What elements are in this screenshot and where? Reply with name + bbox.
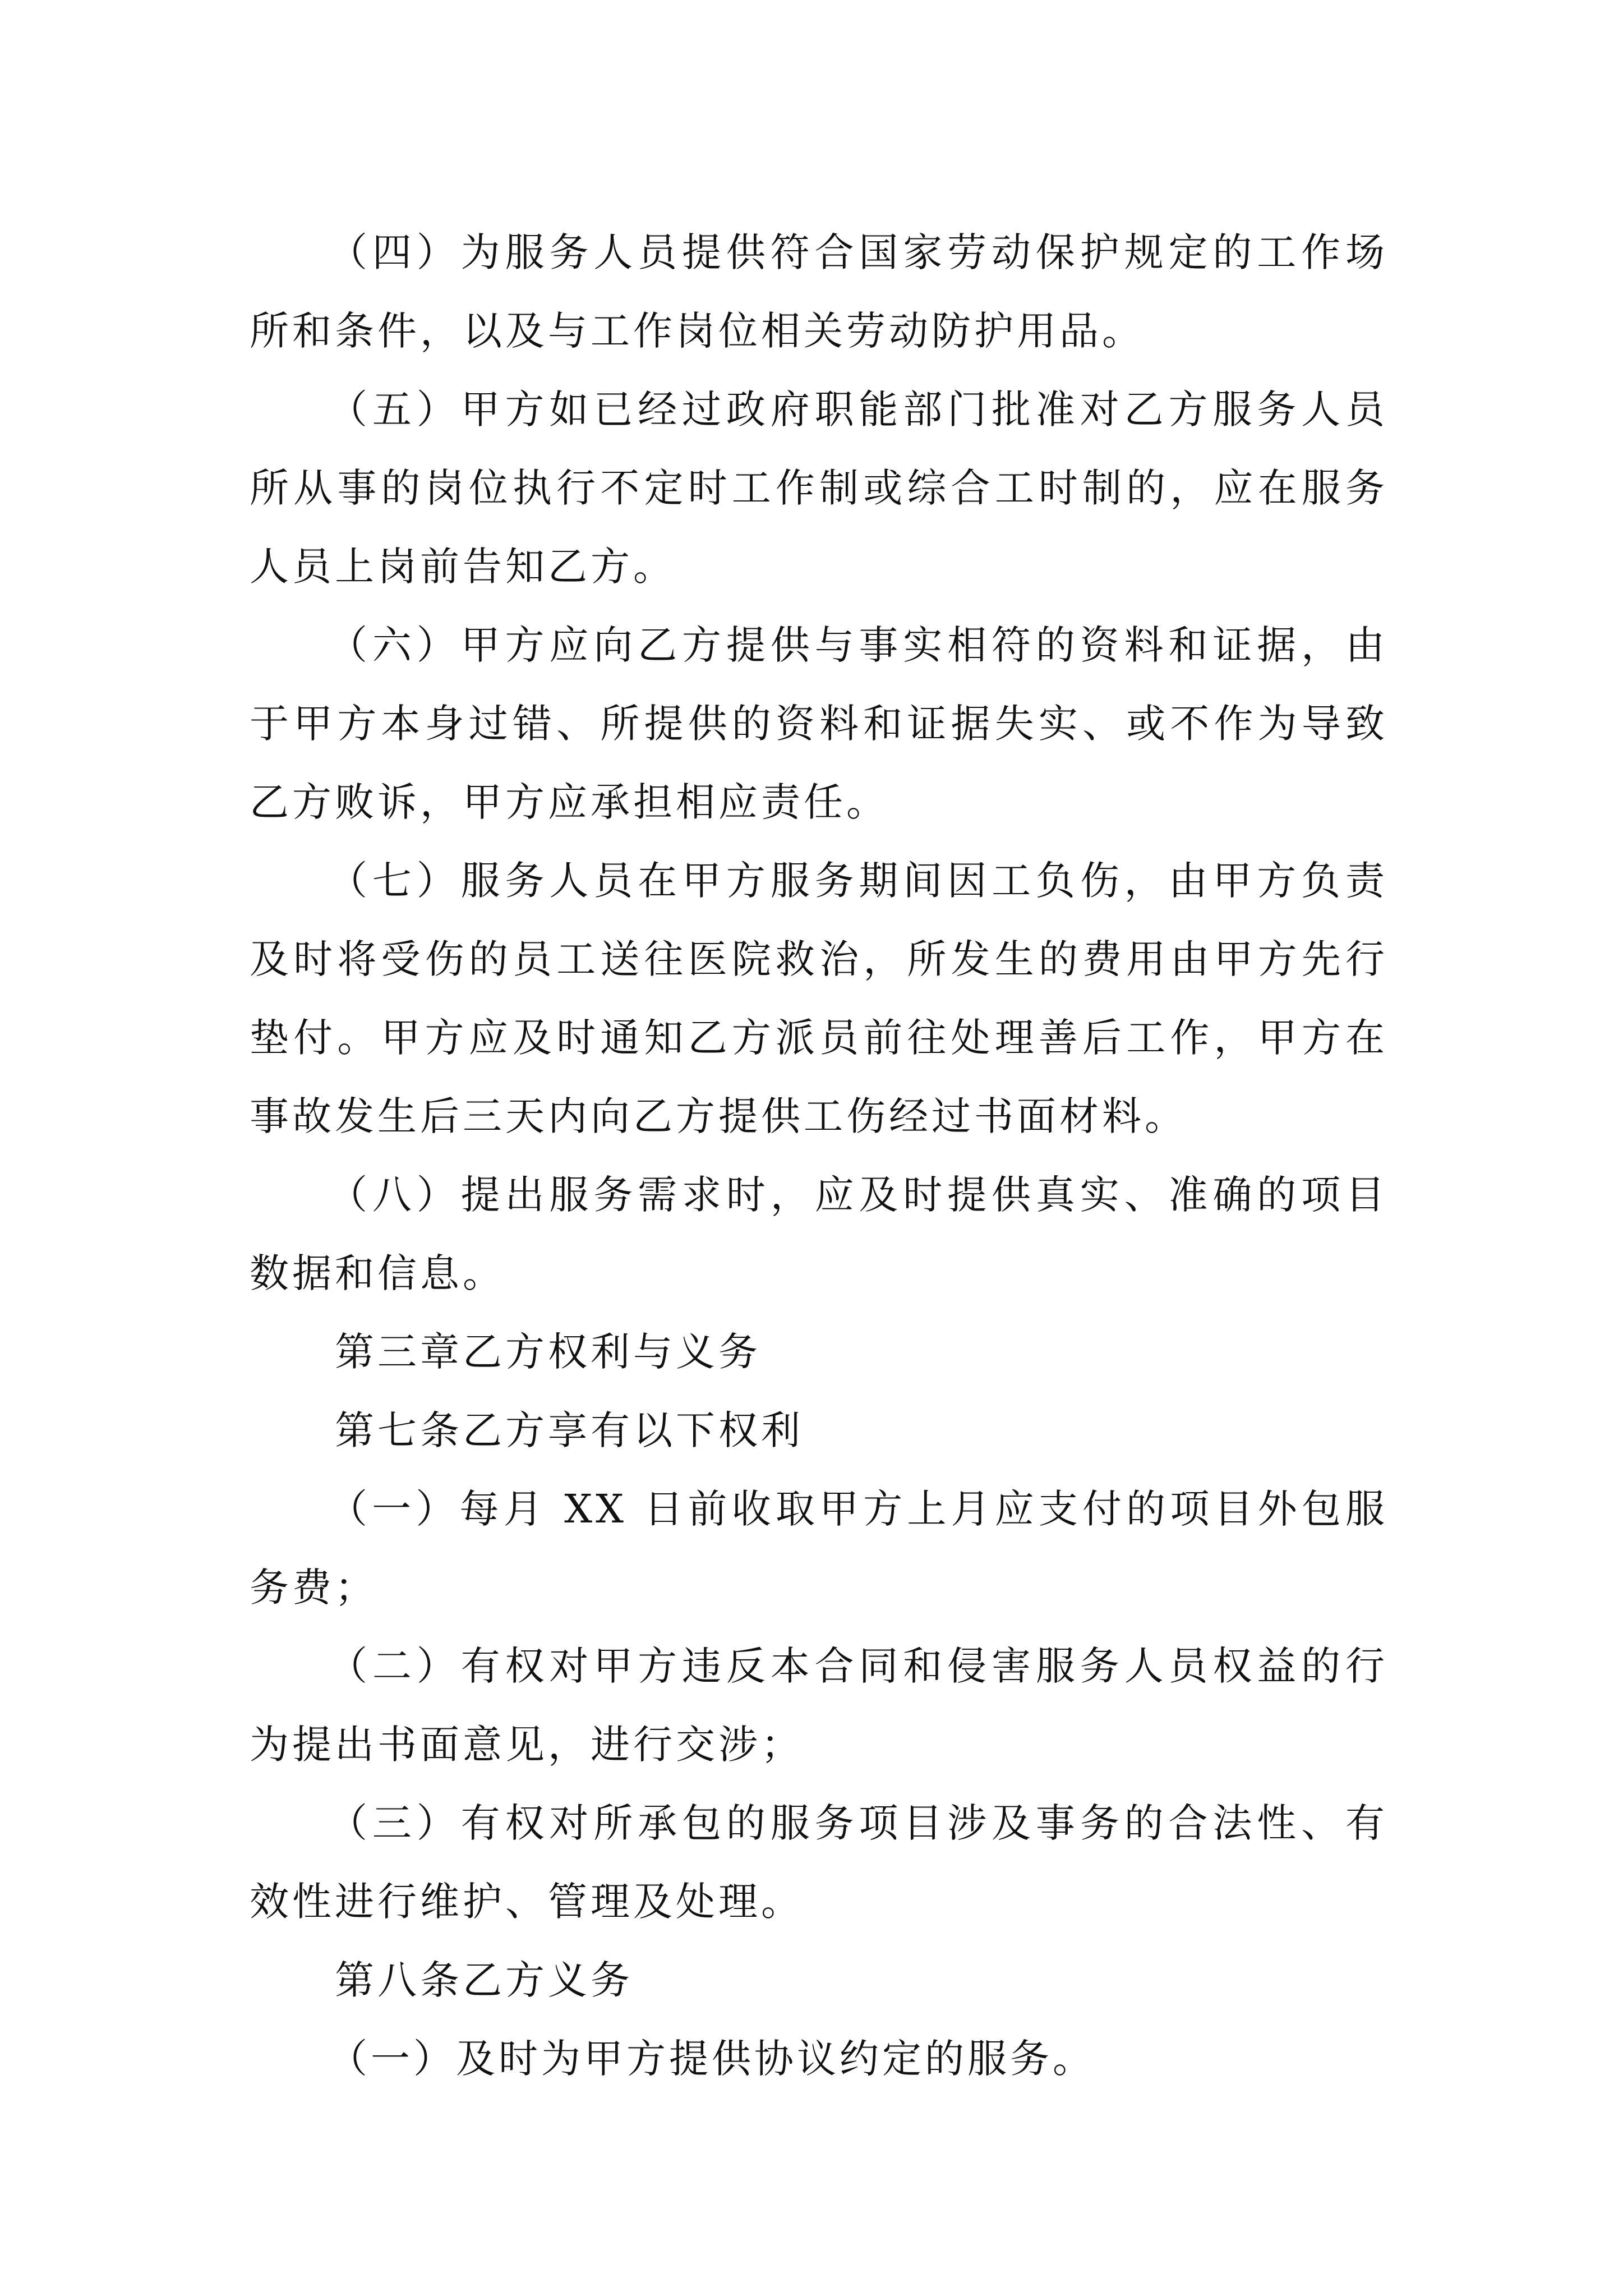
rights-item-3: （三）有权对所承包的服务项目涉及事务的合法性、有效性进行维护、管理及处理。 bbox=[250, 1800, 1388, 1925]
clause-item-6: （六）甲方应向乙方提供与事实相符的资料和证据，由于甲方本身过错、所提供的资料和证据失实、或不作为导致乙方败诉，甲方应承担相应责任。 bbox=[250, 622, 1388, 825]
obligations-item-1: （一）及时为甲方提供协议约定的服务。 bbox=[328, 2036, 1095, 2082]
clause-item-5: （五）甲方如已经过政府职能部门批准对乙方服务人员所从事的岗位执行不定时工作制或综合工时制的，应在服务人员上岗前告知乙方。 bbox=[250, 386, 1388, 590]
article-7-heading: 第七条乙方享有以下权利 bbox=[335, 1407, 804, 1453]
rights-item-2: （二）有权对甲方违反本合同和侵害服务人员权益的行为提出书面意见，进行交涉； bbox=[250, 1643, 1388, 1768]
document-body bbox=[250, 213, 1388, 2098]
rights-item-1: （一）每月 XX 日前收取甲方上月应支付的项目外包服务费； bbox=[250, 1486, 1388, 1611]
clause-item-8: （八）提出服务需求时，应及时提供真实、准确的项目数据和信息。 bbox=[250, 1172, 1388, 1296]
article-8-heading: 第八条乙方义务 bbox=[335, 1957, 633, 2003]
clause-item-4: （四）为服务人员提供符合国家劳动保护规定的工作场所和条件，以及与工作岗位相关劳动防护用品。 bbox=[250, 229, 1388, 354]
chapter-heading: 第三章乙方权利与义务 bbox=[335, 1329, 761, 1375]
clause-item-7: （七）服务人员在甲方服务期间因工负伤，由甲方负责及时将受伤的员工送往医院救治，所发生的费用由甲方先行垫付。甲方应及时通知乙方派员前往处理善后工作，甲方在事故发生后三天内向乙方提供工伤经过书面材料。 bbox=[250, 858, 1388, 1139]
